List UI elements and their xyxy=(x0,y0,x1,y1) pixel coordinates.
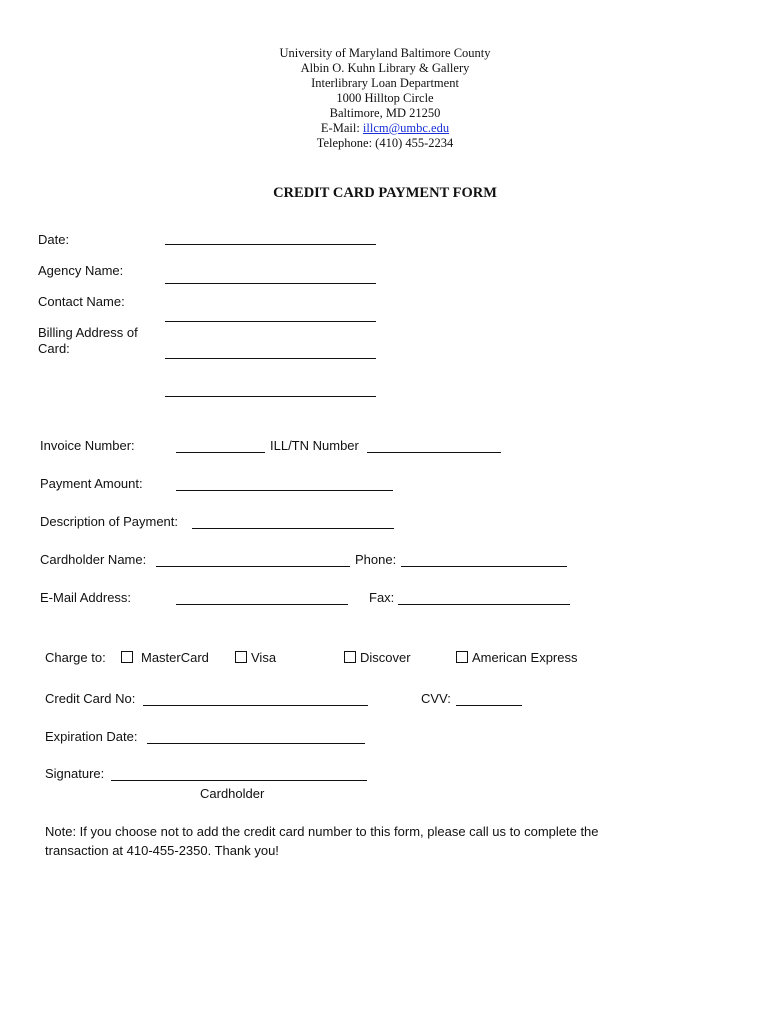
mastercard-label: MasterCard xyxy=(141,650,209,665)
note-text xyxy=(45,822,599,860)
signature-label: Signature: xyxy=(45,766,105,781)
note-line-1: Note: If you choose not to add the credit card number to this form, please call us to complete the xyxy=(45,824,599,839)
description-of-payment-field[interactable] xyxy=(192,528,394,529)
description-of-payment-label: Description of Payment: xyxy=(40,514,179,529)
american-express-checkbox[interactable] xyxy=(456,651,468,663)
cardholder-caption: Cardholder xyxy=(200,786,265,801)
form-title: CREDIT CARD PAYMENT FORM xyxy=(273,185,497,201)
credit-card-no-label: Credit Card No: xyxy=(45,691,136,706)
visa-label: Visa xyxy=(251,650,277,665)
payment-amount-label: Payment Amount: xyxy=(40,476,143,491)
signature-field[interactable] xyxy=(111,780,367,781)
ill-tn-number-field[interactable] xyxy=(367,452,501,453)
invoice-number-field[interactable] xyxy=(176,452,265,453)
university-name: University of Maryland Baltimore County xyxy=(279,46,491,60)
note-line-2: transaction at 410-455-2350. Thank you! xyxy=(45,843,279,858)
fax-field[interactable] xyxy=(398,604,570,605)
date-label: Date: xyxy=(38,232,70,247)
city-state-zip: Baltimore, MD 21250 xyxy=(329,106,441,120)
invoice-number-label: Invoice Number: xyxy=(40,438,135,453)
email-line xyxy=(0,121,770,136)
discover-label: Discover xyxy=(360,650,411,665)
billing-address-field-2[interactable] xyxy=(165,396,376,397)
mastercard-checkbox[interactable] xyxy=(121,651,133,663)
telephone-line: Telephone: (410) 455-2234 xyxy=(316,136,454,150)
american-express-label: American Express xyxy=(472,650,578,665)
fax-label: Fax: xyxy=(369,590,395,605)
visa-checkbox[interactable] xyxy=(235,651,247,663)
letterhead xyxy=(0,46,770,151)
billing-address-field-1[interactable] xyxy=(165,358,376,359)
agency-name-field[interactable] xyxy=(165,283,376,284)
charge-to-label: Charge to: xyxy=(45,650,106,665)
cvv-label: CVV: xyxy=(421,691,451,706)
email-address-field[interactable] xyxy=(176,604,348,605)
agency-name-label: Agency Name: xyxy=(38,263,124,278)
expiration-date-label: Expiration Date: xyxy=(45,729,138,744)
department-name: Interlibrary Loan Department xyxy=(311,76,459,90)
email-link[interactable]: illcm@umbc.edu xyxy=(362,121,450,135)
expiration-date-field[interactable] xyxy=(147,743,365,744)
street-address: 1000 Hilltop Circle xyxy=(336,91,434,105)
billing-address-label-2: Card: xyxy=(38,341,70,356)
phone-label: Phone: xyxy=(355,552,397,567)
phone-field[interactable] xyxy=(401,566,567,567)
cardholder-name-label: Cardholder Name: xyxy=(40,552,147,567)
email-label: E-Mail: xyxy=(320,121,363,135)
cardholder-name-field[interactable] xyxy=(156,566,350,567)
ill-tn-number-label: ILL/TN Number xyxy=(270,438,359,453)
date-field[interactable] xyxy=(165,244,376,245)
billing-address-label-1: Billing Address of xyxy=(38,325,138,340)
library-name: Albin O. Kuhn Library & Gallery xyxy=(300,61,470,75)
discover-checkbox[interactable] xyxy=(344,651,356,663)
email-address-label: E-Mail Address: xyxy=(40,590,132,605)
cvv-field[interactable] xyxy=(456,705,522,706)
contact-name-field[interactable] xyxy=(165,321,376,322)
payment-amount-field[interactable] xyxy=(176,490,393,491)
contact-name-label: Contact Name: xyxy=(38,294,125,309)
credit-card-no-field[interactable] xyxy=(143,705,368,706)
